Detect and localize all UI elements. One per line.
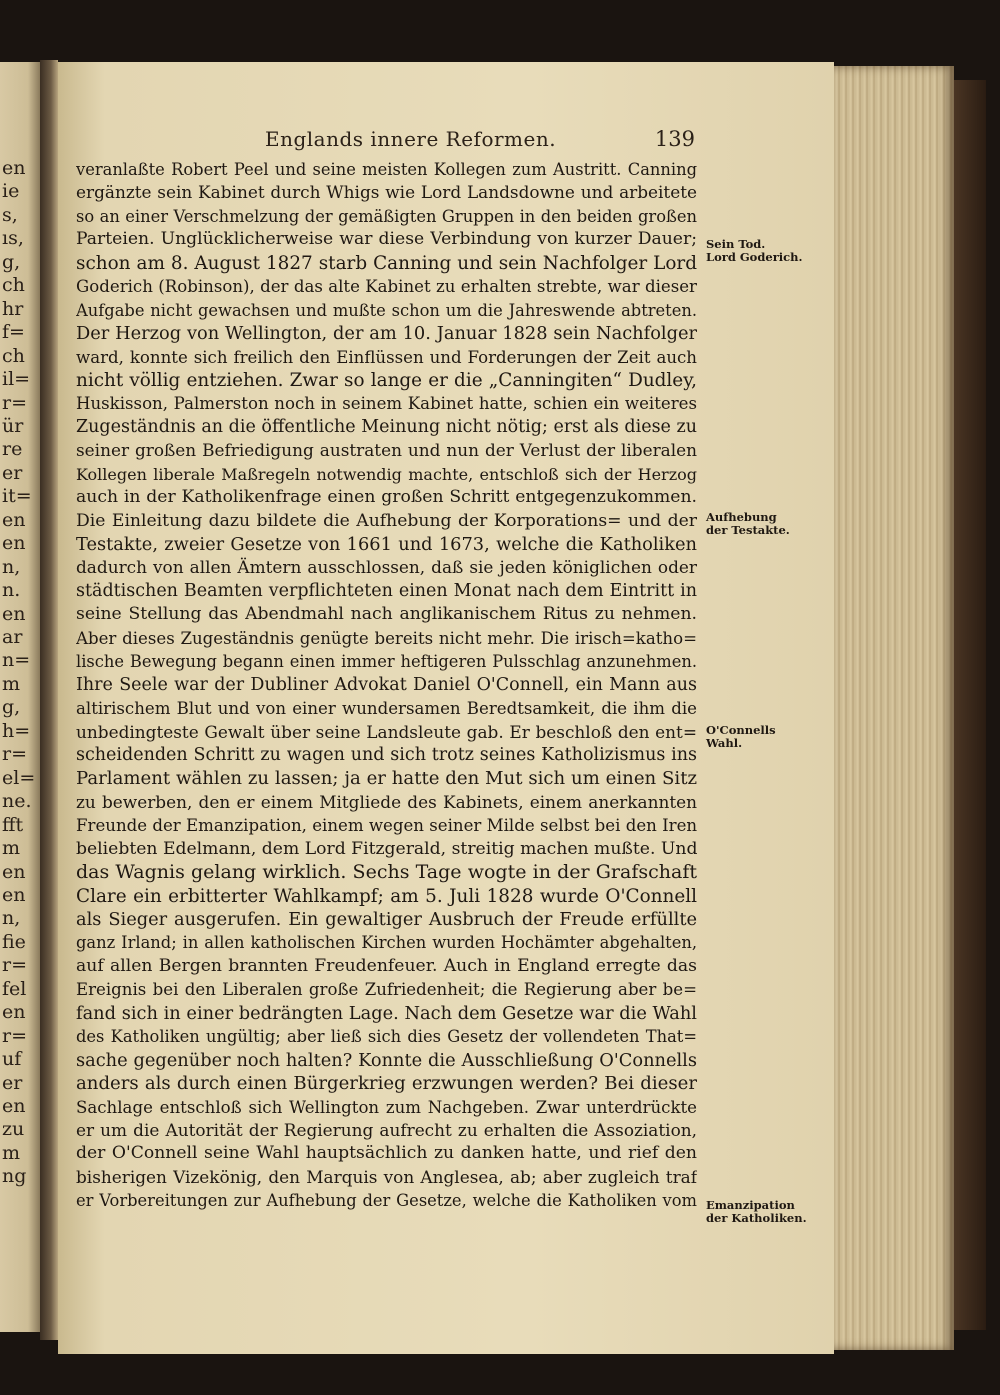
facing-page-text-fragment: re (2, 438, 23, 461)
facing-page-text-fragment: s, (2, 203, 18, 226)
text-line: ward, konnte sich freilich den Einflüssen und Forderungen der Zeit auch (76, 347, 697, 367)
facing-page-text-fragment: m (2, 1141, 21, 1164)
text-line: ganz Irland; in allen katholischen Kirchen wurden Hochämter abgehalten, (76, 933, 697, 953)
margin-note (706, 238, 803, 264)
facing-page-text-fragment: ng (2, 1165, 27, 1188)
text-line: Zugeständnis an die öffentliche Meinung nicht nötig; erst als diese zu (76, 416, 697, 437)
text-line: Aber dieses Zugeständnis genügte bereits nicht mehr. Die irisch=katho= (76, 628, 697, 648)
facing-page-text-fragment: n. (2, 579, 21, 602)
facing-page-text-fragment: en (2, 1095, 26, 1117)
text-line: Parteien. Unglücklicherweise war diese Verbindung von kurzer Dauer; (76, 229, 697, 250)
text-line: scheidenden Schritt zu wagen und sich trotz seines Katholizismus ins (76, 744, 697, 765)
facing-page-text-fragment: r= (2, 743, 28, 766)
text-line: Kollegen liberale Maßregeln notwendig machte, entschloß sich der Herzog (76, 464, 697, 484)
facing-page-text-fragment: uf (2, 1048, 22, 1071)
facing-page-text-fragment: ür (2, 414, 24, 437)
text-line: Parlament wählen zu lassen; ja er hatte den Mut sich um einen Sitz (76, 768, 697, 790)
text-line: so an einer Verschmelzung der gemäßigten Gruppen in den beiden großen (76, 206, 697, 226)
margin-note-line: O'Connells (706, 723, 776, 737)
text-line: Testakte, zweier Gesetze von 1661 und 1673, welche die Katholiken (76, 534, 697, 555)
text-line: lische Bewegung begann einen immer heftigeren Pulsschlag anzunehmen. (76, 652, 697, 672)
text-line: Clare ein erbitterter Wahlkampf; am 5. Juli 1828 wurde O'Connell (76, 885, 697, 907)
text-line: Aufgabe nicht gewachsen und mußte schon um die Jahreswende abtreten. (76, 300, 697, 320)
text-line: er Vorbereitungen zur Aufhebung der Gesetze, welche die Katholiken vom (76, 1191, 697, 1211)
text-line: ergänzte sein Kabinet durch Whigs wie Lord Landsdowne und arbeitete (76, 182, 697, 203)
margin-note (706, 724, 776, 750)
text-line: des Katholiken ungültig; aber ließ sich dies Gesetz der vollendeten That= (76, 1027, 697, 1047)
margin-note-line: der Katholiken. (706, 1211, 807, 1225)
facing-page-text-fragment: en (2, 883, 26, 906)
text-line: Der Herzog von Wellington, der am 10. Januar 1828 sein Nachfolger (76, 323, 697, 345)
facing-page-text-fragment: it= (2, 485, 32, 508)
facing-page-text-fragment: er (2, 461, 23, 484)
margin-note-line: Emanzipation (706, 1198, 795, 1212)
margin-note-line: Wahl. (706, 736, 743, 750)
facing-page-text-fragment: zu (2, 1118, 25, 1141)
book-cover-edge (954, 80, 986, 1330)
text-line: altirischem Blut und von einer wundersamen Beredtsamkeit, die ihm die (76, 699, 697, 719)
text-line: auch in der Katholikenfrage einen großen Schritt entgegenzukommen. (76, 487, 697, 508)
book-gutter (40, 60, 58, 1340)
facing-page-text-fragment: ar (2, 626, 23, 648)
text-line: als Sieger ausgerufen. Ein gewaltiger Ausbruch der Freude erfüllte (76, 909, 697, 930)
text-line: städtischen Beamten verpflichteten einen Monat nach dem Eintritt in (76, 580, 697, 601)
facing-page-text-fragment: m (2, 837, 21, 860)
text-line: Ereignis bei den Liberalen große Zufriedenheit; die Regierung aber be= (76, 980, 697, 1000)
text-line: unbedingteste Gewalt über seine Landsleute gab. Er beschloß den ent= (76, 721, 697, 742)
running-title: Englands innere Reformen. (265, 127, 557, 151)
margin-note-line: der Testakte. (706, 523, 790, 537)
facing-page-text-fragment: fft (2, 813, 24, 836)
facing-page-text-fragment: n, (2, 907, 21, 930)
facing-page-text-fragment: ıs, (2, 227, 24, 250)
facing-page-text-fragment: h= (2, 719, 31, 742)
facing-page-text-fragment: f= (2, 321, 25, 344)
text-line: anders als durch einen Bürgerkrieg erzwungen werden? Bei dieser (76, 1073, 697, 1095)
text-line: Sachlage entschloß sich Wellington zum Nachgeben. Zwar unterdrückte (76, 1097, 697, 1117)
facing-page-edge (0, 62, 40, 1332)
text-line: schon am 8. August 1827 starb Canning und sein Nachfolger Lord (76, 252, 697, 274)
text-line: sache gegenüber noch halten? Konnte die Ausschließung O'Connells (76, 1049, 697, 1071)
text-line: zu bewerben, den er einem Mitgliede des Kabinets, einem anerkannten (76, 791, 697, 812)
text-line: Huskisson, Palmerston noch in seinem Kabinet hatte, schien ein weiteres (76, 394, 697, 414)
facing-page-text-fragment: n, (2, 555, 21, 578)
facing-page-text-fragment: hr (2, 297, 24, 320)
facing-page-text-fragment: m (2, 672, 21, 695)
text-line: Goderich (Robinson), der das alte Kabinet zu erhalten strebte, war dieser (76, 277, 697, 297)
text-line: nicht völlig entziehen. Zwar so lange er die „Canningiten“ Dudley, (76, 369, 697, 391)
facing-page-text-fragment: er (2, 1071, 23, 1094)
text-line: beliebten Edelmann, dem Lord Fitzgerald, streitig machen mußte. Und (76, 838, 697, 859)
facing-page-text-fragment: en (2, 860, 26, 883)
facing-page-text-fragment: r= (2, 391, 28, 414)
text-line: seine Stellung das Abendmahl nach anglikanischem Ritus zu nehmen. (76, 604, 697, 625)
facing-page-text-fragment: en (2, 1001, 26, 1024)
facing-page-text-fragment: el= (2, 766, 36, 789)
facing-page-text-fragment: g, (2, 696, 21, 719)
text-line: Die Einleitung dazu bildete die Aufhebung der Korporations= und der (76, 510, 697, 531)
facing-page-text-fragment: il= (2, 368, 31, 391)
page-header (225, 127, 695, 153)
text-line: veranlaßte Robert Peel und seine meisten Kollegen zum Austritt. Canning (76, 160, 697, 179)
facing-page-text-fragment: g, (2, 250, 21, 273)
facing-page-text-fragment: r= (2, 954, 28, 977)
facing-page-text-fragment: ch (2, 274, 25, 297)
facing-page-text-fragment: fel (2, 977, 27, 1000)
facing-page-text-fragment: en (2, 508, 26, 531)
text-line: fand sich in einer bedrängten Lage. Nach dem Gesetze war die Wahl (76, 1002, 697, 1024)
facing-page-text-fragment: r= (2, 1024, 28, 1047)
text-line: er um die Autorität der Regierung aufrecht zu erhalten die Assoziation, (76, 1119, 697, 1140)
facing-page-text-fragment: en (2, 157, 26, 179)
facing-page-text-fragment: fie (2, 930, 26, 953)
margin-note (706, 511, 790, 537)
facing-page-text-fragment: n= (2, 649, 31, 672)
margin-note (706, 1199, 807, 1225)
text-line: Ihre Seele war der Dubliner Advokat Daniel O'Connell, ein Mann aus (76, 674, 697, 695)
margin-note-line: Aufhebung (706, 510, 777, 524)
text-line: der O'Connell seine Wahl hauptsächlich zu danken hatte, und rief den (76, 1143, 697, 1164)
text-line: das Wagnis gelang wirklich. Sechs Tage wogte in der Grafschaft (76, 861, 697, 884)
margin-note-line: Lord Goderich. (706, 250, 803, 264)
facing-page-text-fragment: ne. (2, 790, 32, 813)
text-line: bisherigen Vizekönig, den Marquis von Anglesea, ab; aber zugleich traf (76, 1166, 697, 1187)
margin-note-line: Sein Tod. (706, 237, 766, 251)
text-line: Freunde der Emanzipation, einem wegen seiner Milde selbst bei den Iren (76, 816, 697, 836)
facing-page-text-fragment: en (2, 532, 26, 555)
text-line: seiner großen Befriedigung austraten und nun der Verlust der liberalen (76, 440, 697, 461)
body-text (76, 158, 697, 1213)
page-number: 139 (654, 127, 695, 151)
facing-page-text-fragment: ch (2, 344, 25, 367)
text-line: auf allen Bergen brannten Freudenfeuer. Auch in England erregte das (76, 955, 697, 976)
facing-page-text-fragment: en (2, 602, 26, 625)
text-line: dadurch von allen Ämtern ausschlossen, daß sie jeden königlichen oder (76, 557, 697, 578)
page-block-edge (834, 66, 954, 1350)
facing-page-text-fragment: ie (2, 180, 20, 203)
